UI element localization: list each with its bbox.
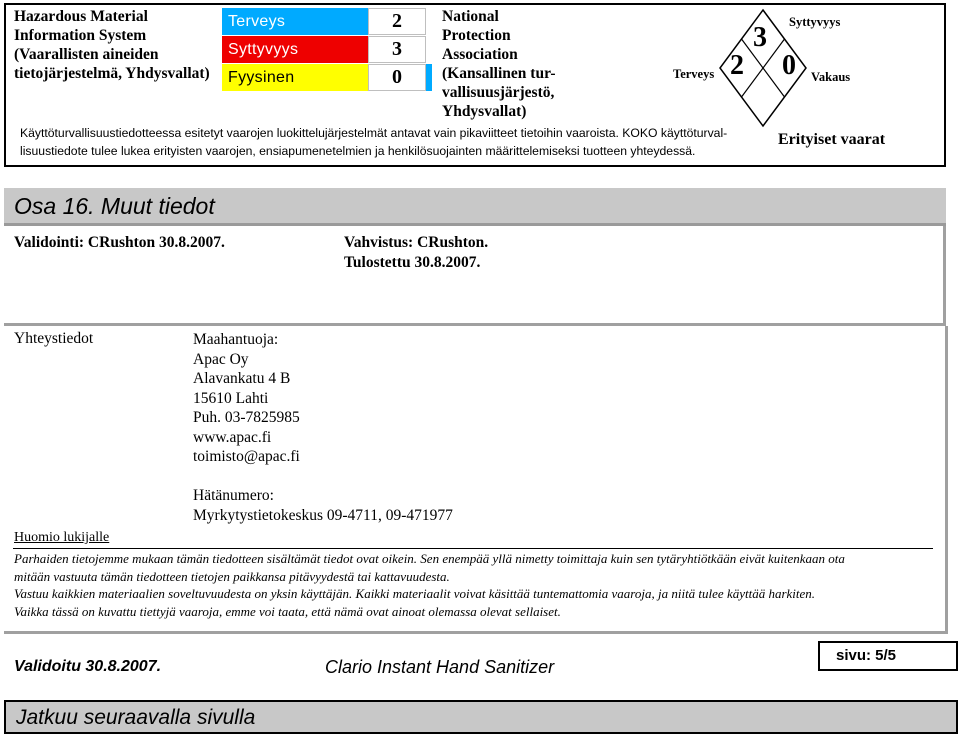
nfpa-special-label: Erityiset vaarat	[778, 131, 886, 148]
notice-heading: Huomio lukijalle	[14, 530, 110, 545]
footer-validated: Validoitu 30.8.2007.	[14, 658, 162, 675]
page-number: sivu: 5/5	[836, 647, 897, 664]
notice-line: mitään vastuuta tämän tiedotteen tietojen paikkansa pitävyydestä tai kattavuudesta.	[14, 568, 450, 584]
nfpa-title-line: vallisuusjärjestö,	[442, 84, 555, 101]
contact-line: Alavankatu 4 B	[193, 370, 291, 387]
continues-text: Jatkuu seuraavalla sivulla	[16, 706, 256, 729]
hmis-flammability-label: Syttyvyys	[222, 36, 368, 63]
printed-date: Tulostettu 30.8.2007.	[344, 254, 481, 271]
hmis-health-strip	[426, 8, 432, 35]
disclaimer-line: lisuustiedote tulee lukea erityisten vaarojen, ensiapumenetelmien ja henkilösuojainten määrittelemiseksi tuotteen yhteydessä.	[20, 144, 696, 158]
contact-line: Apac Oy	[193, 350, 249, 368]
hmis-physical-value: 0	[368, 64, 426, 91]
page-number-box	[818, 641, 958, 671]
hmis-flammability-value: 3	[368, 36, 426, 63]
contact-line: Puh. 03-7825985	[193, 409, 300, 426]
nfpa-title-line: Yhdysvallat)	[442, 103, 527, 120]
emergency-value: Myrkytystietokeskus 09-4711, 09-471977	[193, 506, 453, 524]
hmis-physical-label: Fyysinen	[222, 64, 368, 91]
hmis-title-line: tietojärjestelmä, Yhdysvallat)	[14, 65, 210, 82]
hmis-title-line: Information System	[14, 27, 147, 44]
nfpa-title-line: Association	[442, 46, 518, 63]
hazard-disclaimer	[20, 124, 755, 160]
nfpa-title-line: Protection	[442, 27, 511, 44]
contact-line: Maahantuoja:	[193, 331, 279, 348]
nfpa-fire-label: Syttyvyys	[789, 15, 841, 29]
hmis-title	[14, 7, 229, 83]
disclaimer-line: Käyttöturvallisuustiedotteessa esitetyt vaarojen luokittelujärjestelmät antavat vain pikaviitteet tietoihin vaaroista. KOKO käyttöturval-	[20, 126, 728, 140]
nfpa-title	[442, 7, 612, 121]
hmis-flammability-strip	[426, 36, 432, 63]
notice-line: Vaikka tässä on kuvattu tiettyjä vaaroja, emme voi taata, että nämä ovat ainoat olemassa olevat sellaiset.	[14, 603, 561, 619]
notice-divider	[13, 548, 933, 549]
hmis-health-label: Terveys	[222, 8, 368, 35]
validation-text: Validointi: CRushton 30.8.2007.	[14, 234, 225, 251]
contact-line: 15610 Lahti	[193, 389, 269, 407]
contact-line: toimisto@apac.fi	[193, 448, 300, 465]
nfpa-title-line: (Kansallinen tur-	[442, 65, 556, 82]
hmis-row-health	[222, 8, 432, 35]
nfpa-stability-label: Vakaus	[811, 70, 851, 84]
footer-product-name: Clario Instant Hand Sanitizer	[325, 657, 555, 677]
contact-details	[193, 330, 300, 467]
hmis-physical-strip	[426, 64, 432, 91]
hmis-health-value: 2	[368, 8, 426, 35]
notice-line: Parhaiden tietojemme mukaan tämän tiedotteen sisältämät tiedot ovat oikein. Sen enempää yllä nimetty toimittaja kuin sen tytäryhtiötkään eivät kuitenkaan ota	[14, 551, 845, 566]
continues-banner	[4, 700, 958, 734]
nfpa-fire-value: 3	[753, 22, 767, 53]
notice-text	[14, 550, 944, 620]
hmis-row-flammability	[222, 36, 432, 63]
hmis-row-physical	[222, 64, 432, 91]
emergency-label: Hätänumero:	[193, 487, 274, 504]
notice-line: Vastuu kaikkien materiaalien soveltuvuudesta on yksin käyttäjän. Kaikki materiaalit voivat käsittää tuntemattomia vaaroja, ja niitä tulee käyttää harkiten.	[14, 586, 816, 601]
section-title: Osa 16. Muut tiedot	[14, 193, 215, 219]
hmis-title-line: Hazardous Material	[14, 8, 148, 25]
nfpa-stability-value: 0	[782, 50, 796, 81]
section-header	[4, 188, 946, 226]
hmis-title-line: (Vaarallisten aineiden	[14, 46, 159, 63]
nfpa-title-line: National	[442, 8, 499, 25]
approval-text: Vahvistus: CRushton.	[344, 234, 489, 251]
nfpa-health-label: Terveys	[673, 67, 715, 81]
emergency-info	[193, 486, 453, 525]
nfpa-health-value: 2	[730, 50, 744, 81]
contact-heading: Yhteystiedot	[14, 330, 94, 347]
contact-line: www.apac.fi	[193, 428, 272, 446]
